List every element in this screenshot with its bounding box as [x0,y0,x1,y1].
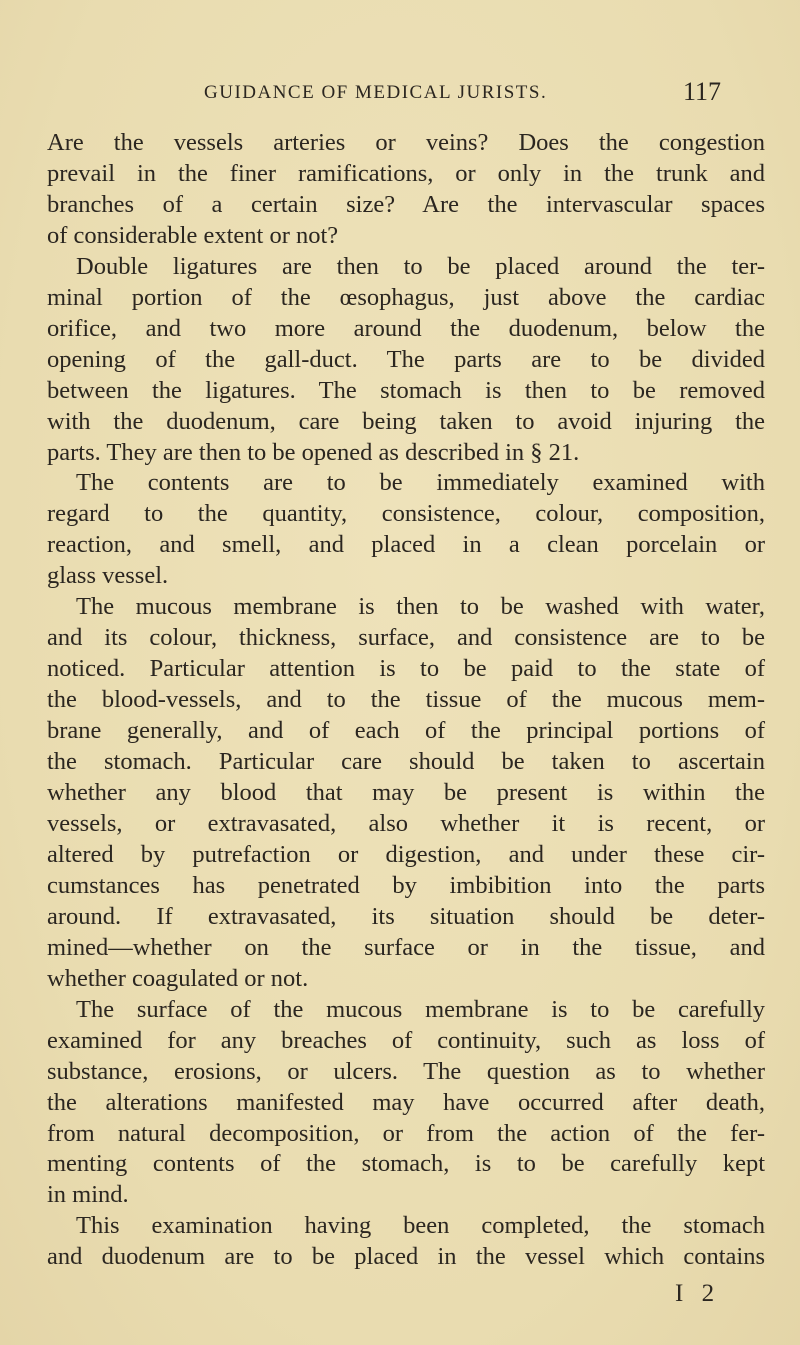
text-line: Double ligatures are then to be placed around the ter- [76,252,765,280]
text-line: whether coagulated or not. [47,964,309,992]
text-line: The contents are to be immediately examined with [76,469,765,497]
paragraph [47,1211,765,1273]
paragraph [47,252,765,469]
text-line: altered by putrefaction or digestion, and under these cir- [47,840,765,868]
text-line: examined for any breaches of continuity, such as loss of [47,1026,765,1054]
signature-mark: I 2 [675,1280,721,1307]
text-line: around. If extravasated, its situation should be deter- [47,902,765,930]
text-line: the blood-vessels, and to the tissue of the mucous mem- [47,686,765,714]
text-line: the stomach. Particular care should be taken to ascertain [47,748,765,776]
text-line: opening of the gall-duct. The parts are to be divided [47,345,765,373]
text-line: The mucous membrane is then to be washed with water, [76,593,765,621]
text-line: and its colour, thickness, surface, and consistence are to be [47,624,765,652]
text-line: from natural decomposition, or from the action of the fer- [47,1119,765,1147]
text-line: between the ligatures. The stomach is then to be removed [47,376,765,404]
page-number: 117 [683,77,722,106]
text-line: glass vessel. [47,562,169,590]
text-line: of considerable extent or not? [47,221,339,249]
text-line: with the duodenum, care being taken to avoid injuring the [47,407,765,435]
text-line: whether any blood that may be present is within the [47,779,765,807]
text-line: menting contents of the stomach, is to be carefully kept [47,1150,765,1178]
text-line: mined—whether on the surface or in the tissue, and [47,933,765,961]
paragraph [47,128,765,252]
paragraph [47,468,765,592]
text-line: regard to the quantity, consistence, colour, composition, [47,500,765,528]
text-line: reaction, and smell, and placed in a clean porcelain or [47,531,765,559]
body-text [47,128,765,1273]
text-line: orifice, and two more around the duodenum, below the [47,314,765,342]
text-line: cumstances has penetrated by imbibition into the parts [47,871,765,899]
text-line: Are the vessels arteries or veins? Does the congestion [47,129,765,156]
text-line: substance, erosions, or ulcers. The question as to whether [47,1057,765,1085]
paragraph [47,995,765,1212]
text-line: vessels, or extravasated, also whether it is recent, or [47,809,765,837]
text-line: the alterations manifested may have occurred after death, [47,1088,765,1116]
text-line: brane generally, and of each of the principal portions of [47,717,765,745]
running-title: GUIDANCE OF MEDICAL JURISTS. [204,82,548,103]
text-line: parts. They are then to be opened as described in § 21. [47,438,580,466]
paragraph [47,592,765,994]
text-line: noticed. Particular attention is to be paid to the state of [47,655,765,683]
text-line: branches of a certain size? Are the intervascular spaces [47,190,765,218]
text-line: prevail in the finer ramifications, or only in the trunk and [47,159,765,187]
text-line: and duodenum are to be placed in the vessel which contains [47,1243,765,1271]
text-line: in mind. [47,1181,129,1209]
text-line: minal portion of the œsophagus, just above the cardiac [47,283,765,311]
text-line: This examination having been completed, the stomach [76,1212,765,1240]
text-line: The surface of the mucous membrane is to be carefully [76,995,765,1023]
